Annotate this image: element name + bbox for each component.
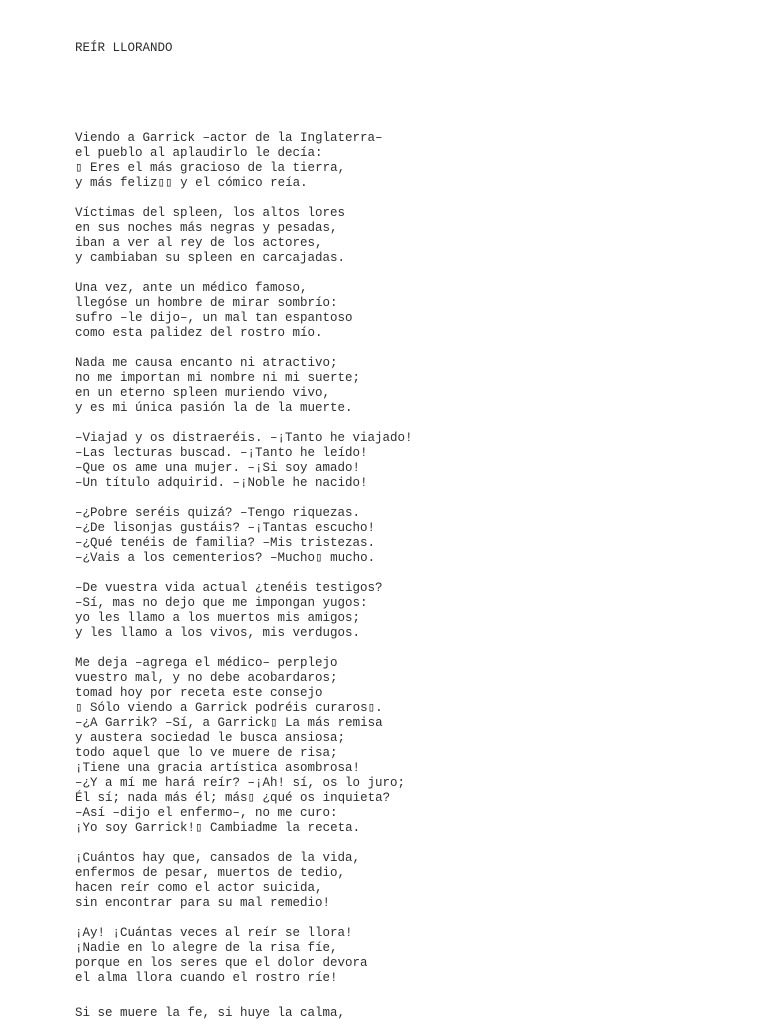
poem-line: y más feliz▯▯ y el cómico reía.: [75, 176, 308, 190]
poem-line: Una vez, ante un médico famoso,: [75, 281, 308, 295]
poem-line: todo aquel que lo ve muere de risa;: [75, 746, 338, 760]
poem-line: –¿Vais a los cementerios? –Mucho▯ mucho.: [75, 551, 376, 565]
stanza-list: [75, 131, 413, 986]
poem-line: en sus noches más negras y pesadas,: [75, 221, 338, 235]
poem-line: sufro –le dijo–, un mal tan espantoso: [75, 311, 353, 325]
poem-line: –Un título adquirid. –¡Noble he nacido!: [75, 476, 368, 490]
stanza: [75, 206, 413, 266]
stanza: [75, 656, 413, 836]
poem-line: –Viajad y os distraeréis. –¡Tanto he viajado!: [75, 431, 413, 445]
poem-line: ¡Ay! ¡Cuántas veces al reír se llora!: [75, 926, 353, 940]
stanza: [75, 131, 413, 191]
poem-line: ▯ Sólo viendo a Garrick podréis curaros▯.: [75, 701, 383, 715]
poem-line: –¿Pobre seréis quizá? –Tengo riquezas.: [75, 506, 361, 520]
poem-line: –¿Y a mí me hará reír? –¡Ah! sí, os lo juro;: [75, 776, 406, 790]
poem-line: –¿Qué tenéis de familia? –Mis tristezas.: [75, 536, 376, 550]
stanza: [75, 356, 413, 416]
poem-line: iban a ver al rey de los actores,: [75, 236, 323, 250]
stanza: [75, 506, 413, 566]
poem-line: y austera sociedad le busca ansiosa;: [75, 731, 346, 745]
poem-line: ¡Yo soy Garrick!▯ Cambiadme la receta.: [75, 821, 361, 835]
poem-line: –De vuestra vida actual ¿tenéis testigos?: [75, 581, 383, 595]
stanza: [75, 926, 413, 986]
stanza: [75, 851, 413, 911]
poem-line: –Sí, mas no dejo que me impongan yugos:: [75, 596, 368, 610]
stanza: [75, 581, 413, 641]
poem-line: Él sí; nada más él; más▯ ¿qué os inquieta?: [75, 791, 391, 805]
poem-line: en un eterno spleen muriendo vivo,: [75, 386, 331, 400]
poem-line: el alma llora cuando el rostro ríe!: [75, 971, 338, 985]
poem-line: no me importan mi nombre ni mi suerte;: [75, 371, 361, 385]
poem-line: tomad hoy por receta este consejo: [75, 686, 323, 700]
poem-line: llegóse un hombre de mirar sombrío:: [75, 296, 338, 310]
stanza: [75, 281, 413, 341]
poem-line: sin encontrar para su mal remedio!: [75, 896, 331, 910]
poem-line: ¡Cuántos hay que, cansados de la vida,: [75, 851, 361, 865]
poem-line: enfermos de pesar, muertos de tedio,: [75, 866, 346, 880]
poem-line: Nada me causa encanto ni atractivo;: [75, 356, 338, 370]
poem-line: porque en los seres que el dolor devora: [75, 956, 368, 970]
poem-line: –Las lecturas buscad. –¡Tanto he leído!: [75, 446, 368, 460]
poem-line: el pueblo al aplaudirlo le decía:: [75, 146, 323, 160]
poem-line: yo les llamo a los muertos mis amigos;: [75, 611, 361, 625]
poem-line: –¿A Garrik? –Sí, a Garrick▯ La más remisa: [75, 716, 383, 730]
poem-line: como esta palidez del rostro mío.: [75, 326, 323, 340]
poem-body: [75, 11, 413, 1024]
poem-line: Me deja –agrega el médico– perplejo: [75, 656, 338, 670]
poem-line: –Así –dijo el enfermo–, no me curo:: [75, 806, 338, 820]
poem-line: –Que os ame una mujer. –¡Si soy amado!: [75, 461, 361, 475]
poem-line: ¡Tiene una gracia artística asombrosa!: [75, 761, 361, 775]
poem-title: REÍR LLORANDO: [75, 41, 173, 55]
poem-line: vuestro mal, y no debe acobardaros;: [75, 671, 338, 685]
poem-line: y es mi única pasión la de la muerte.: [75, 401, 353, 415]
poem-line: y les llamo a los vivos, mis verdugos.: [75, 626, 361, 640]
poem-line: –¿De lisonjas gustáis? –¡Tantas escucho!: [75, 521, 376, 535]
poem-line: ▯ Eres el más gracioso de la tierra,: [75, 161, 346, 175]
next-poem-first-line: Si se muere la fe, si huye la calma,: [75, 1006, 346, 1020]
poem-line: Víctimas del spleen, los altos lores: [75, 206, 346, 220]
poem-line: y cambiaban su spleen en carcajadas.: [75, 251, 346, 265]
poem-line: hacen reír como el actor suicida,: [75, 881, 323, 895]
title-spacer: [75, 86, 413, 101]
stanza: [75, 431, 413, 491]
poem-line: ¡Nadie en lo alegre de la risa fíe,: [75, 941, 338, 955]
poem-line: Viendo a Garrick –actor de la Inglaterra–: [75, 131, 383, 145]
